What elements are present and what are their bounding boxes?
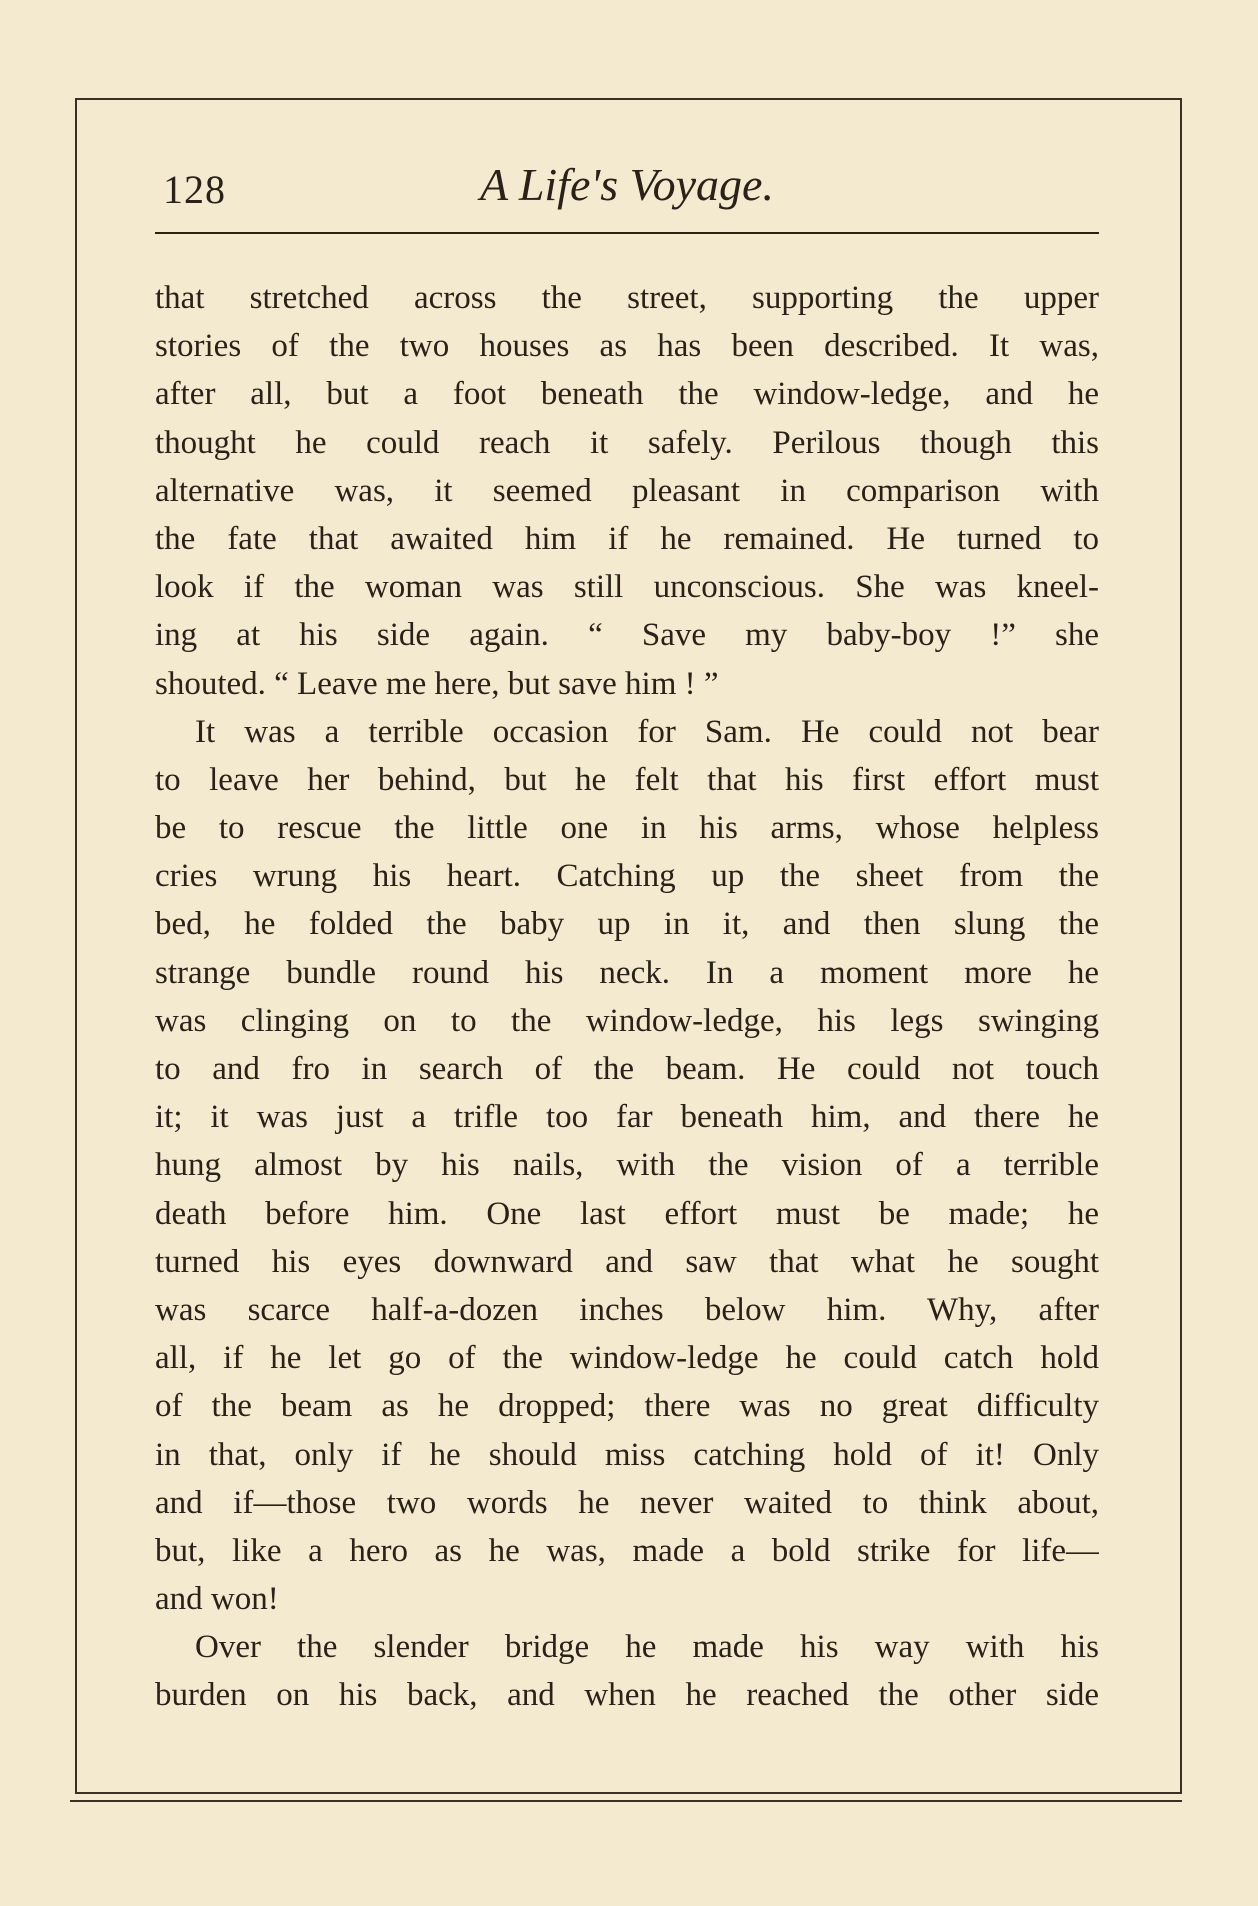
text-line: look if the woman was still unconscious. She was kneel- [155,569,1099,606]
text-line: but, like a hero as he was, made a bold strike for life— [155,1532,1099,1569]
text-line: to and fro in search of the beam. He could not touch [155,1051,1099,1087]
page-number: 128 [163,167,226,212]
text-line: stories of the two houses as has been described. It was, [155,328,1099,365]
text-line: turned his eyes downward and saw that what he sought [155,1243,1099,1280]
text-line: ing at his side again. “ Save my baby-boy !” she [155,617,1099,654]
text-line: of the beam as he dropped; there was no great difficulty [155,1388,1099,1425]
text-line: was scarce half-a-dozen inches below him. Why, after [155,1291,1099,1328]
text-line: bed, he folded the baby up in it, and then slung the [155,906,1099,943]
text-line: and won! [155,1581,279,1618]
text-line: alternative was, it seemed pleasant in comparison with [155,472,1099,509]
header-rule [155,232,1099,234]
text-line: thought he could reach it safely. Perilous though this [155,424,1099,461]
text-line: burden on his back, and when he reached the other side [155,1677,1099,1714]
text-line: It was a terrible occasion for Sam. He could not bear [195,713,1099,750]
bottom-border-rule [70,1800,1182,1802]
text-line: in that, only if he should miss catching hold of it! Only [155,1436,1099,1473]
text-line: death before him. One last effort must be made; he [155,1195,1099,1232]
text-line: the fate that awaited him if he remained. He turned to [155,520,1099,557]
text-line: cries wrung his heart. Catching up the sheet from the [155,858,1099,895]
text-line: shouted. “ Leave me here, but save him ! ” [155,665,719,702]
text-line: it; it was just a trifle too far beneath him, and there he [155,1099,1099,1136]
text-line: hung almost by his nails, with the vision of a terrible [155,1147,1099,1184]
running-title: A Life's Voyage. [480,159,774,210]
text-line: to leave her behind, but he felt that his first effort must [155,761,1099,798]
text-line: after all, but a foot beneath the window-ledge, and he [155,376,1099,413]
text-line: all, if he let go of the window-ledge he could catch hold [155,1340,1099,1377]
running-head [155,158,1099,228]
body-text [155,274,1099,1720]
text-line: and if—those two words he never waited to think about, [155,1484,1099,1521]
text-line: be to rescue the little one in his arms, whose helpless [155,810,1099,847]
text-line: strange bundle round his neck. In a moment more he [155,954,1099,991]
text-line: that stretched across the street, supporting the upper [155,280,1099,316]
text-line: Over the slender bridge he made his way with his [195,1629,1099,1666]
text-line: was clinging on to the window-ledge, his legs swinging [155,1002,1099,1039]
